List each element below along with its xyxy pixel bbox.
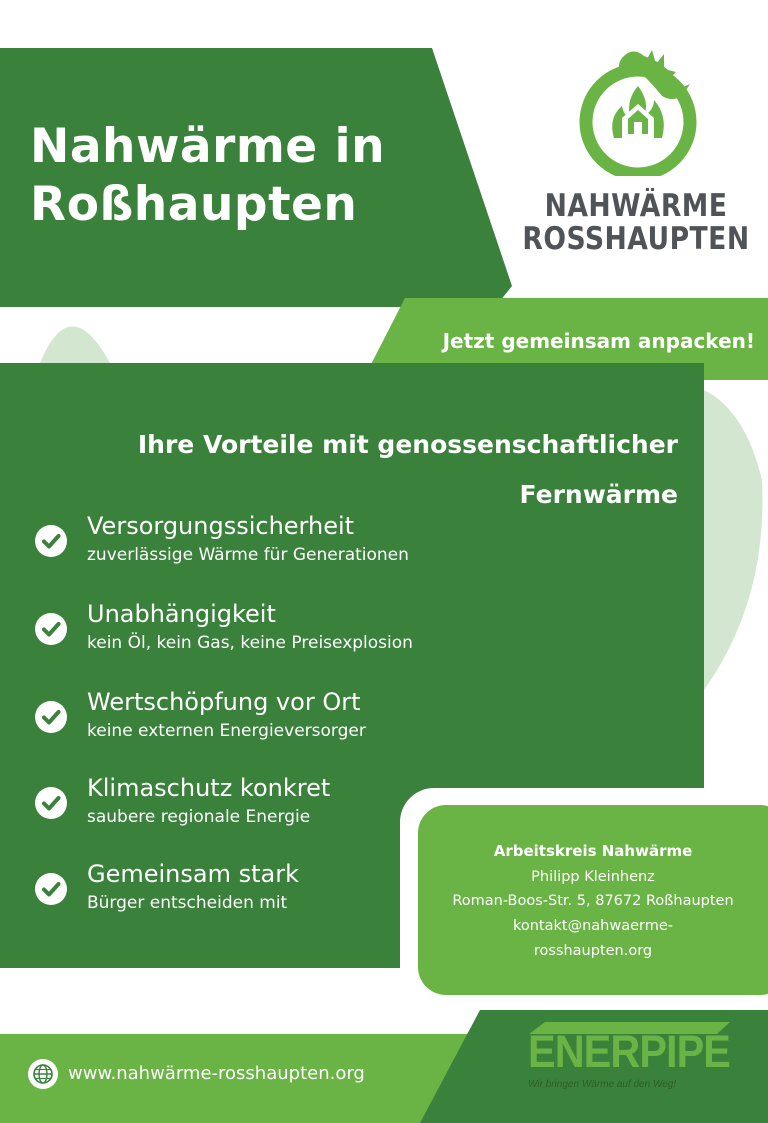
logo-wordmark — [519, 190, 753, 256]
pale-decor-arc — [704, 390, 763, 690]
benefit-title: Klimaschutz konkret — [87, 774, 331, 802]
benefit-title: Gemeinsam stark — [87, 860, 299, 888]
benefit-item — [35, 599, 475, 671]
globe-icon — [28, 1059, 58, 1089]
contact-title: Arbeitskreis Nahwärme — [493, 842, 693, 860]
enerpipe-tagline: Wir bringen Wärme auf den Weg! — [528, 1079, 677, 1090]
benefit-subtitle: kein Öl, kein Gas, keine Preisexplosion — [87, 633, 413, 653]
benefit-title: Unabhängigkeit — [87, 600, 276, 628]
check-circle-icon — [35, 873, 67, 905]
benefit-item — [35, 859, 475, 931]
page-title-line2: Roßhaupten — [30, 177, 358, 232]
benefit-subtitle: Bürger entscheiden mit — [87, 893, 288, 913]
contact-address: Roman-Boos-Str. 5, 87672 Roßhaupten — [452, 893, 734, 909]
contact-name: Philipp Kleinhenz — [531, 869, 655, 885]
contact-email-line1[interactable]: kontakt@nahwaerme- — [512, 918, 673, 934]
benefit-title: Versorgungssicherheit — [87, 512, 355, 540]
slogan: Jetzt gemeinsam anpacken! — [442, 329, 755, 353]
enerpipe-logo — [525, 1022, 730, 1097]
page-title — [30, 118, 470, 234]
benefit-item — [35, 687, 475, 759]
page-title-line1: Nahwärme in — [30, 119, 386, 174]
benefit-item — [35, 773, 475, 845]
check-circle-icon — [35, 613, 67, 645]
website-link[interactable]: www.nahwärme-rosshaupten.org — [68, 1063, 365, 1084]
contact-box — [418, 805, 768, 995]
logo-line2: ROSSHAUPTEN — [522, 221, 750, 257]
benefits-headline-line2: Fernwärme — [519, 480, 678, 509]
check-circle-icon — [35, 701, 67, 733]
dragon-house-flame-logo — [572, 46, 707, 176]
benefit-subtitle: zuverlässige Wärme für Generationen — [87, 545, 409, 565]
benefits-headline — [60, 420, 678, 520]
check-circle-icon — [35, 525, 67, 557]
benefit-item — [35, 511, 475, 583]
check-circle-icon — [35, 787, 67, 819]
benefit-title: Wertschöpfung vor Ort — [87, 688, 361, 716]
benefits-headline-line1: Ihre Vorteile mit genossenschaftlicher — [137, 430, 678, 459]
pale-decor-triangle — [40, 327, 110, 364]
logo-line1: NAHWÄRME — [544, 188, 728, 224]
contact-email-line2[interactable]: rosshaupten.org — [533, 943, 653, 959]
benefit-subtitle: saubere regionale Energie — [87, 807, 311, 827]
benefit-subtitle: keine externen Energieversorger — [87, 721, 366, 741]
enerpipe-wordmark: ENERPIPE — [528, 1026, 731, 1077]
